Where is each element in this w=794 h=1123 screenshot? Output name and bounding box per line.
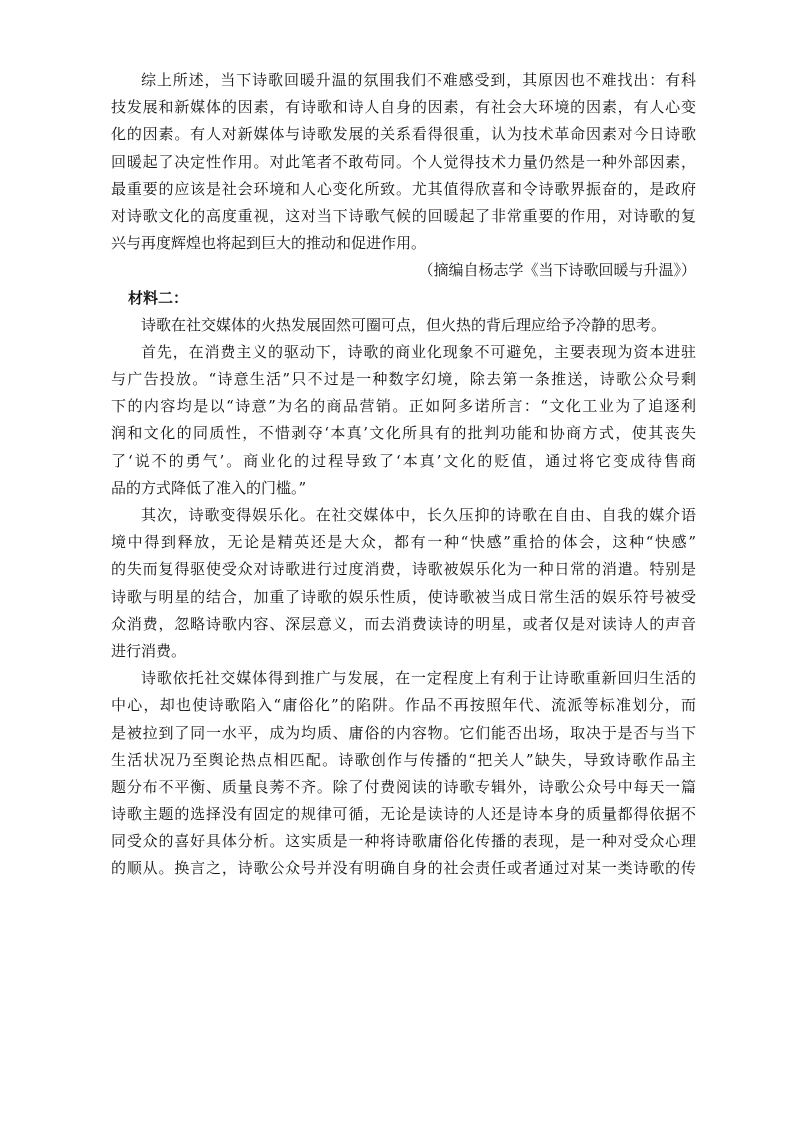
paragraph-line: 的失而复得驱使受众对诗歌进行过度消费，诗歌被娱乐化为一种日常的消遣。特别是 xyxy=(111,560,696,579)
paragraph-line: 技发展和新媒体的因素，有诗歌和诗人自身的因素，有社会大环境的因素，有人心变 xyxy=(111,98,696,117)
paragraph-line: 同受众的喜好具体分析。这实质是一种将诗歌庸俗化传播的表现，是一种对受众心理 xyxy=(111,832,696,851)
section-heading: 材料二： xyxy=(128,288,189,307)
paragraph-line: 其次，诗歌变得娱乐化。在社交媒体中，长久压抑的诗歌在自由、自我的媒介语 xyxy=(141,506,696,524)
paragraph-line: 诗歌主题的选择没有固定的规律可循，无论是读诗的人还是诗本身的质量都得依据不 xyxy=(111,805,696,824)
paragraph-line: 回暖起了决定性作用。对此笔者不敢苟同。个人觉得技术力量仍然是一种外部因素， xyxy=(111,152,696,171)
paragraph-line: 首先，在消费主义的驱动下，诗歌的商业化现象不可避免，主要表现为资本进驻 xyxy=(141,342,696,361)
paragraph-line: 润和文化的同质性，不惜剥夺‘本真’文化所具有的批判功能和协商方式，使其丧失 xyxy=(111,424,696,443)
paragraph-line: 化的因素。有人对新媒体与诗歌发展的关系看得很重，认为技术革命因素对今日诗歌 xyxy=(111,125,696,144)
paragraph-line: 诗歌在社交媒体的火热发展固然可圈可点，但火热的背后理应给予冷静的思考。 xyxy=(141,315,667,334)
paragraph-line: 了‘说不的勇气’。商业化的过程导致了‘本真’文化的贬值，通过将它变成待售商 xyxy=(111,451,696,470)
paragraph-line: 与广告投放。“诗意生活”只不过是一种数字幻境，除去第一条推送，诗歌公众号剩 xyxy=(111,370,696,389)
paragraph-line: 题分布不平衡、质量良莠不齐。除了付费阅读的诗歌专辑外，诗歌公众号中每天一篇 xyxy=(111,777,696,796)
document-body xyxy=(111,67,696,883)
paragraph-line: 生活状况乃至舆论热点相匹配。诗歌创作与传播的“把关人”缺失，导致诗歌作品主 xyxy=(111,750,696,769)
source-citation: （摘编自杨志学《当下诗歌回暖与升温》） xyxy=(418,261,696,280)
paragraph-line: 综上所述，当下诗歌回暖升温的氛围我们不难感受到，其原因也不难找出：有科 xyxy=(141,71,696,89)
paragraph-line: 进行消费。 xyxy=(111,641,187,660)
paragraph-line: 境中得到释放，无论是精英还是大众，都有一种“快感”重拾的体会，这种“快感” xyxy=(111,533,696,552)
paragraph-line: 最重要的应该是社会环境和人心变化所致。尤其值得欣喜和令诗歌界振奋的，是政府 xyxy=(111,179,696,198)
paragraph-line: 下的内容均是以“诗意”为名的商品营销。正如阿多诺所言：“文化工业为了追逐利 xyxy=(111,397,696,416)
paragraph-line: 的顺从。换言之，诗歌公众号并没有明确自身的社会责任或者通过对某一类诗歌的传 xyxy=(111,859,696,878)
paragraph-line: 对诗歌文化的高度重视，这对当下诗歌气候的回暖起了非常重要的作用，对诗歌的复 xyxy=(111,206,696,225)
paragraph-line: 品的方式降低了准入的门槛。” xyxy=(111,478,307,497)
paragraph-line: 中心，却也使诗歌陷入“庸俗化”的陷阱。作品不再按照年代、流派等标准划分，而 xyxy=(111,696,696,715)
paragraph-line: 兴与再度辉煌也将起到巨大的推动和促进作用。 xyxy=(111,234,427,253)
paragraph-line: 众消费，忽略诗歌内容、深层意义，而去消费读诗的明星，或者仅是对读诗人的声音 xyxy=(111,614,696,633)
paragraph-line: 诗歌与明星的结合，加重了诗歌的娱乐性质，使诗歌被当成日常生活的娱乐符号被受 xyxy=(111,587,696,606)
paragraph-line: 诗歌依托社交媒体得到推广与发展，在一定程度上有利于让诗歌重新回归生活的 xyxy=(141,669,696,688)
paragraph-line: 是被拉到了同一水平，成为均质、庸俗的内容物。它们能否出场，取决于是否与当下 xyxy=(111,723,696,742)
